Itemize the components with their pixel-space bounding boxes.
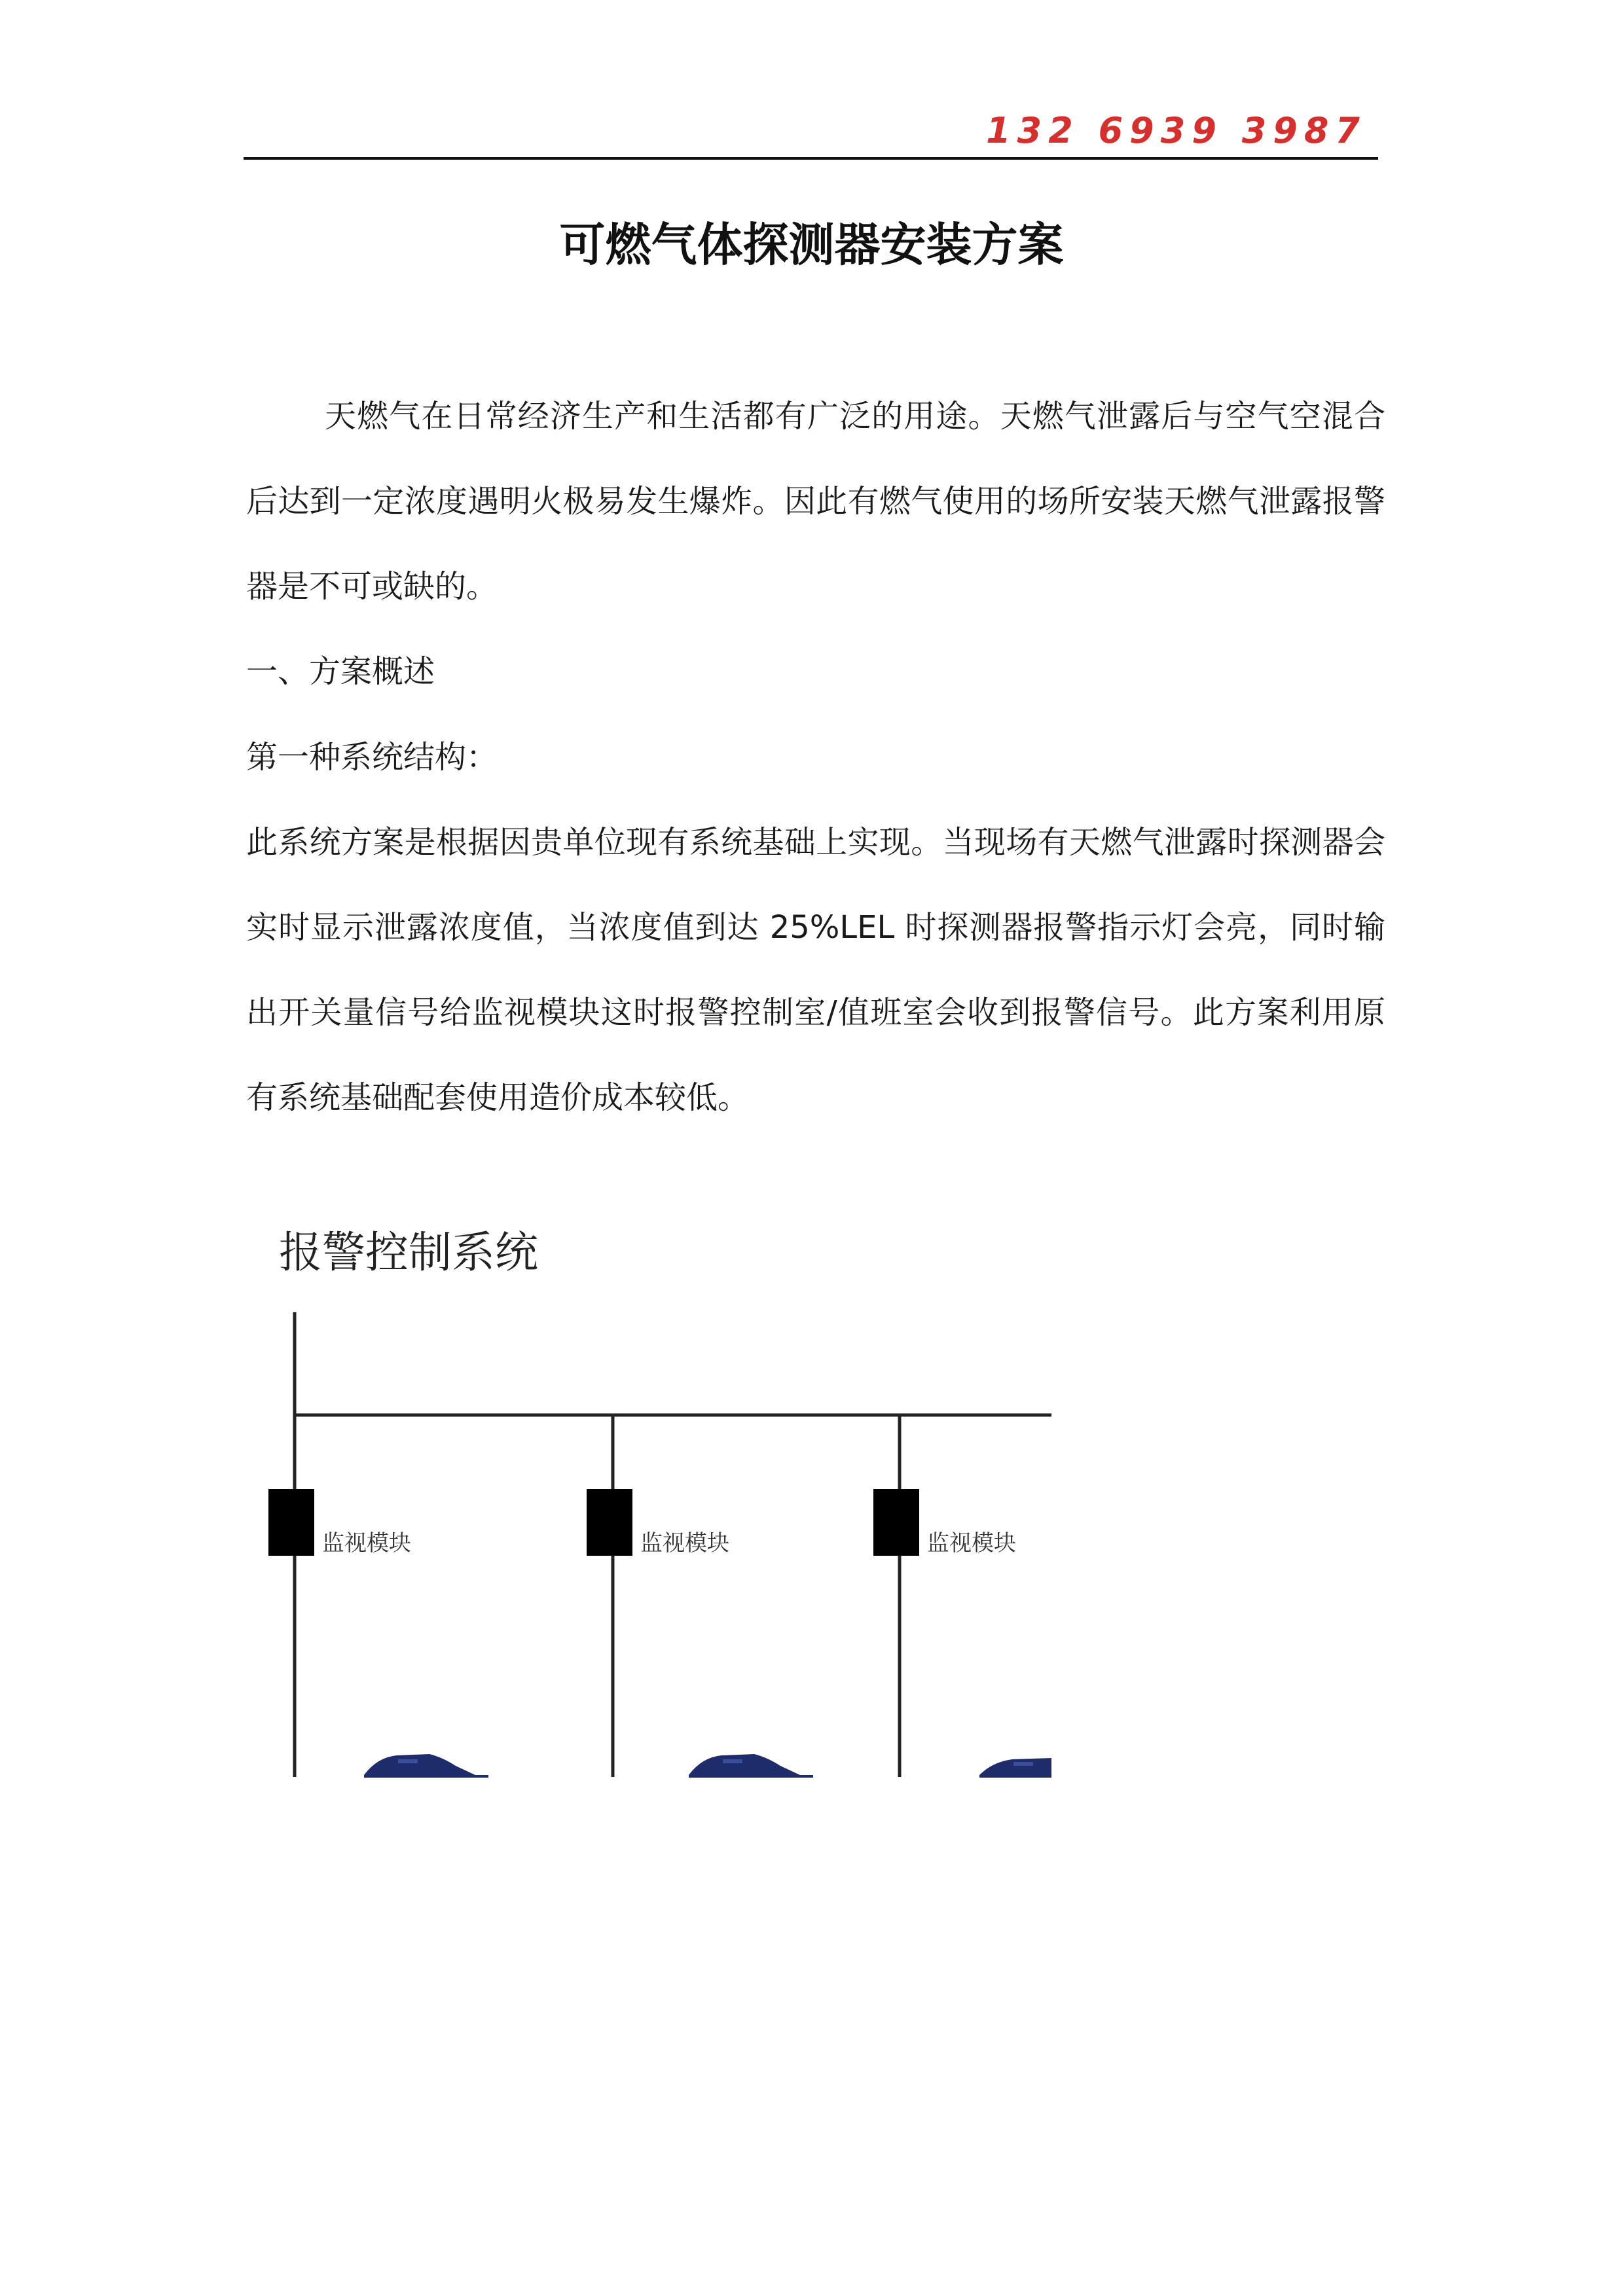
monitor-module-block	[873, 1489, 919, 1556]
module-label: 监视模块	[640, 1530, 729, 1556]
intro-paragraph: 天燃气在日常经济生产和生活都有广泛的用途。天燃气泄露后与空气空混合后达到一定浓度遇明火极易发生爆炸。因此有燃气使用的场所安装天燃气泄露报警器是不可或缺的。	[246, 398, 1385, 605]
gas-detector-icon	[979, 1758, 1051, 1778]
section-heading: 一、方案概述	[246, 653, 435, 690]
gas-detector-icon	[689, 1754, 813, 1778]
module-label: 监视模块	[322, 1530, 411, 1556]
monitor-module-block	[268, 1489, 314, 1556]
module-label: 监视模块	[927, 1530, 1016, 1556]
system-description: 此系统方案是根据因贵单位现有系统基础上实现。当现场有天燃气泄露时探测器会实时显示泄露浓度值，当浓度值到达 25%LEL 时探测器报警指示灯会亮，同时输出开关量信号给监视模块这时报警控制室/值班室会收到报警信号。此方案利用原有系统基础配套使用造价成本较低。	[246, 824, 1385, 1116]
header-rule	[244, 157, 1378, 160]
document-title: 可燃气体探测器安装方案	[559, 218, 1064, 272]
subsection-heading: 第一种系统结构：	[246, 739, 498, 776]
header-phone: 132 6939 3987	[986, 110, 1366, 151]
diagram-lines	[246, 1204, 1051, 1780]
diagram-title: 报警控制系统	[279, 1227, 538, 1278]
gas-detector-icon	[364, 1754, 488, 1778]
monitor-module-block	[587, 1489, 632, 1556]
system-diagram	[246, 1204, 1051, 1780]
